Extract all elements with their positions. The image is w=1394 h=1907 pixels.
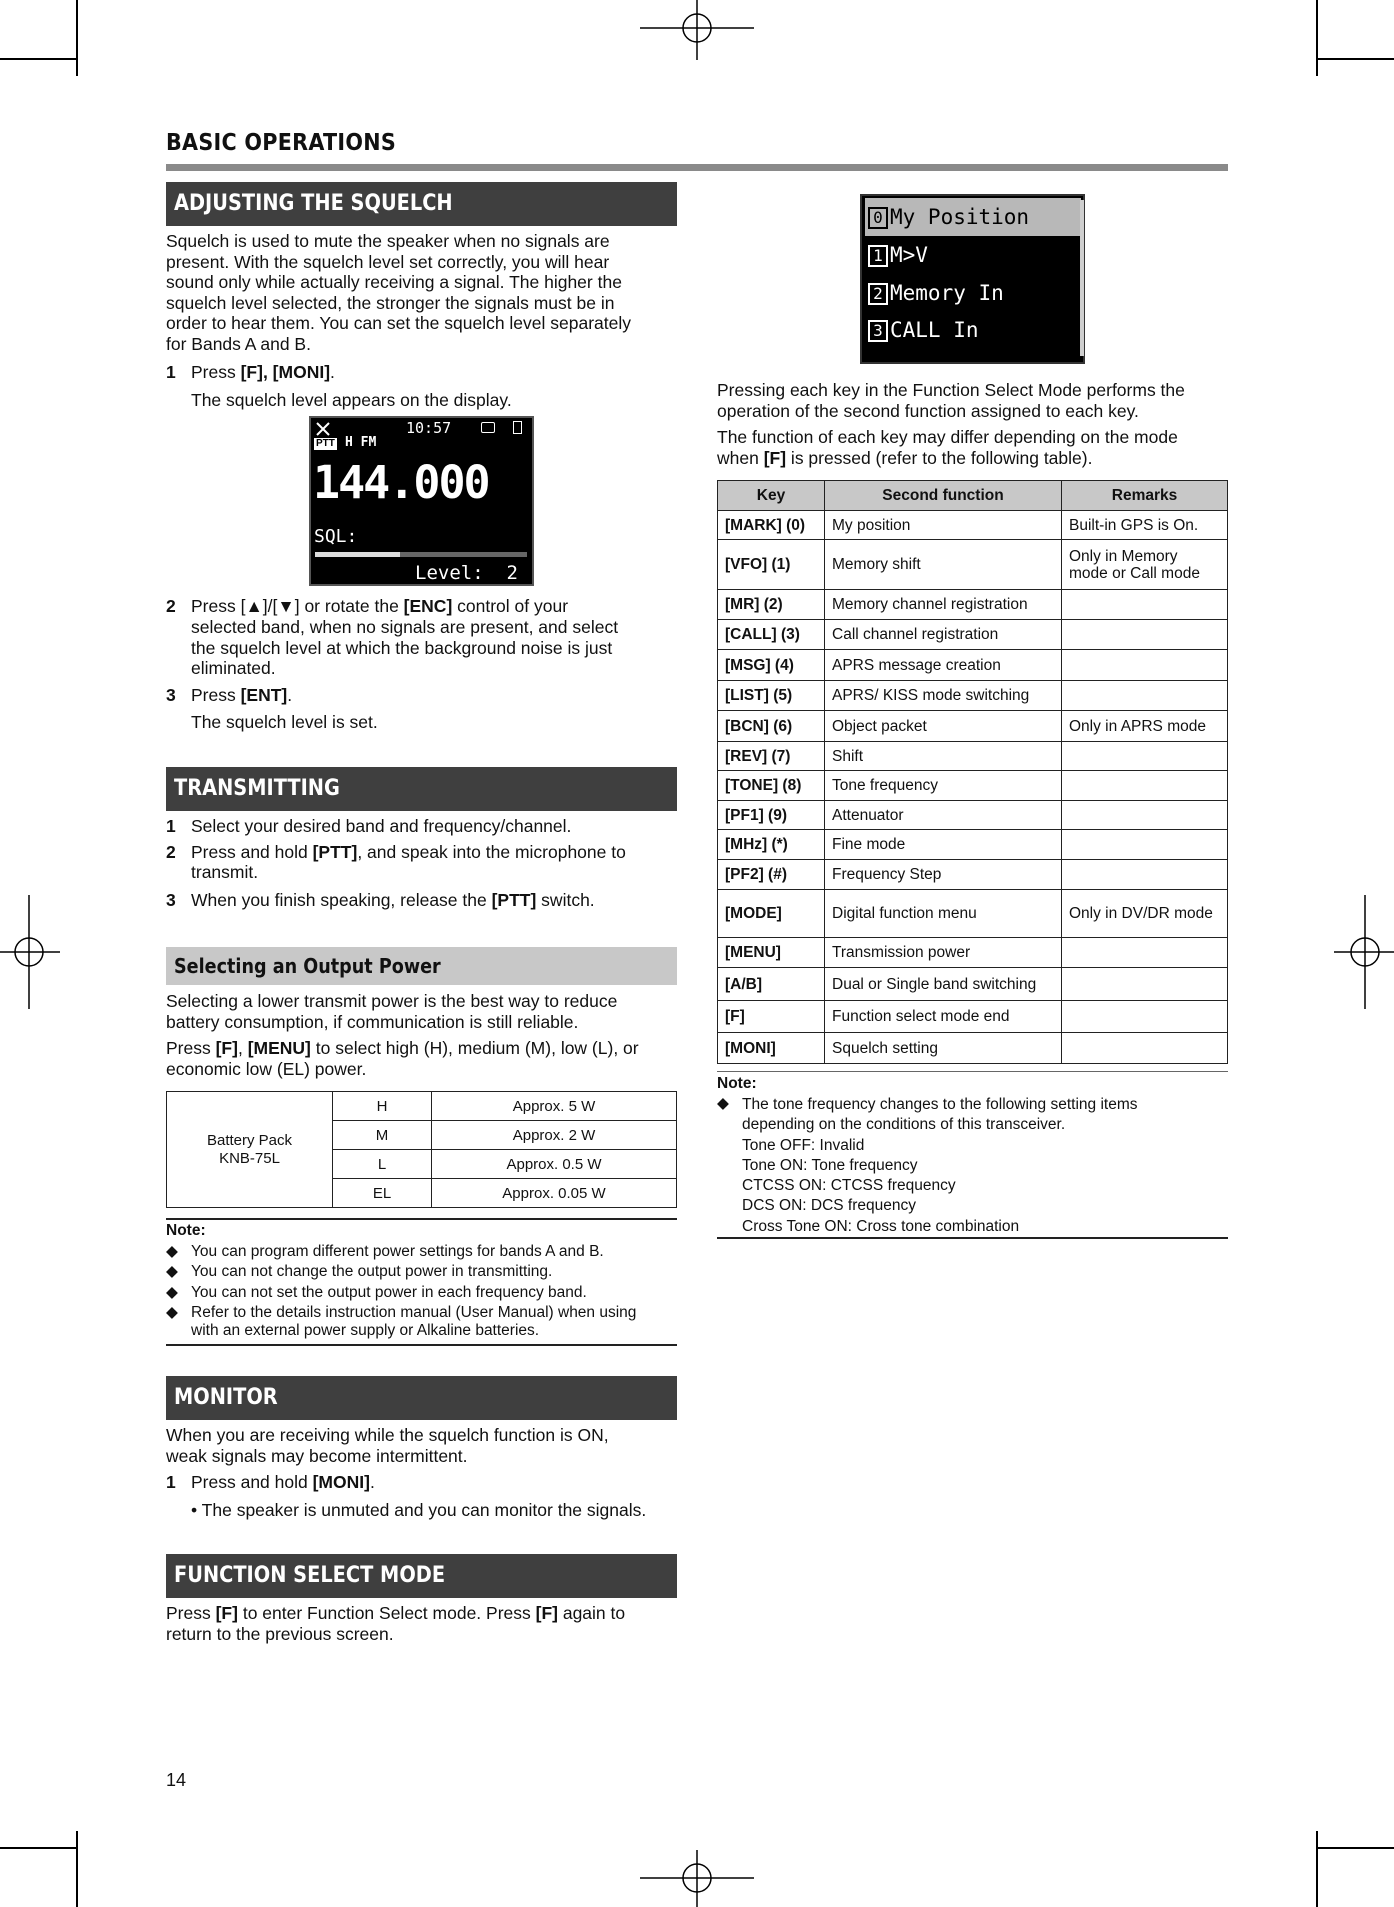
table-row (718, 681, 1228, 711)
column-header-key: Key (718, 481, 825, 511)
menu-item: 2 Memory In (868, 276, 1004, 310)
diamond-bullet-icon: ◆ (166, 1263, 178, 1280)
power-value: Approx. 5 W (432, 1092, 677, 1121)
note-item: ◆ The tone frequency changes to the following setting items depending on the conditions of this transceiver. Tone OFF: Invalid Tone ON: Tone frequency CTCSS ON: CTCSS frequency DCS ON: DCS frequency Cross Tone ON: Cross tone combination (717, 1095, 1138, 1235)
note-divider (717, 1237, 1228, 1239)
transmit-step-2-cont: transmit. (191, 862, 259, 882)
function-cell: Shift (825, 742, 1062, 771)
crop-mark (1318, 58, 1394, 60)
battery-icon (513, 421, 522, 434)
registration-target-icon (640, 0, 754, 60)
menu-item: 0 My Position (868, 200, 1029, 234)
crop-mark (0, 58, 76, 60)
battery-pack-cell: Battery Pack KNB-75L (167, 1092, 333, 1208)
function-cell: Memory shift (825, 540, 1062, 590)
title-rule (166, 164, 1228, 171)
monitor-step-1: 1 Press and hold [MONI]. (166, 1472, 375, 1492)
second-function-table (717, 480, 1228, 1064)
remarks-cell: Only in APRS mode (1062, 711, 1228, 742)
crop-mark (0, 1847, 76, 1849)
function-cell: Dual or Single band switching (825, 968, 1062, 1001)
squelch-lcd-display (309, 416, 534, 586)
table-row (718, 830, 1228, 860)
function-cell: My position (825, 511, 1062, 540)
key-cell: [PF1] (9) (718, 801, 825, 830)
power-value: Approx. 2 W (432, 1121, 677, 1150)
table-row (718, 511, 1228, 540)
table-row (718, 1033, 1228, 1064)
monitor-step-1-result: • The speaker is unmuted and you can monitor the signals. (191, 1500, 647, 1520)
section-header-monitor: MONITOR (166, 1376, 677, 1420)
squelch-step-1-result: The squelch level appears on the display. (191, 390, 512, 410)
function-cell: Fine mode (825, 830, 1062, 860)
remarks-cell (1062, 650, 1228, 681)
lcd-mode: H FM (345, 435, 377, 450)
note-item: ◆ You can not change the output power in transmitting. (166, 1263, 553, 1280)
function-select-lcd (860, 194, 1085, 364)
power-value: Approx. 0.5 W (432, 1150, 677, 1179)
function-cell: APRS/ KISS mode switching (825, 681, 1062, 711)
power-level: L (333, 1150, 432, 1179)
key-cell: [MENU] (718, 938, 825, 968)
crop-mark (1316, 0, 1318, 76)
key-cell: [MSG] (4) (718, 650, 825, 681)
key-cell: [MHz] (*) (718, 830, 825, 860)
function-select-intro: Press [F] to enter Function Select mode. Press [F] again to return to the previous screen. (166, 1603, 626, 1644)
remarks-cell (1062, 938, 1228, 968)
note-label: Note: (717, 1075, 757, 1092)
antenna-icon (316, 422, 330, 436)
power-value: Approx. 0.05 W (432, 1179, 677, 1208)
squelch-step-3: 3 Press [ENT]. (166, 685, 293, 705)
ptt-badge: PTT (316, 438, 335, 449)
table-row (718, 1001, 1228, 1033)
power-level: H (333, 1092, 432, 1121)
table-header-row (718, 481, 1228, 511)
page-title: BASIC OPERATIONS (166, 130, 397, 156)
output-power-intro: Selecting a lower transmit power is the best way to reduce battery consumption, if communication is still reliable. (166, 991, 618, 1032)
crop-mark (76, 1831, 78, 1907)
registration-target-icon (1334, 895, 1394, 1009)
key-cell: [MARK] (0) (718, 511, 825, 540)
lcd-level: Level: 2 (415, 562, 518, 584)
remarks-cell: Only in DV/DR mode (1062, 890, 1228, 938)
key-cell: [A/B] (718, 968, 825, 1001)
squelch-intro: Squelch is used to mute the speaker when no signals are present. With the squelch level set correctly, you will hear sound only while actually receiving a signal. The higher the squelch level selected, the stronger the signals must be in order to hear them. You can set the squelch level separately for Bands A and B. (166, 231, 632, 354)
menu-item: 3 CALL In (868, 313, 979, 347)
note-divider (166, 1218, 677, 1220)
table-row (718, 938, 1228, 968)
output-power-instruction: Press [F], [MENU] to select high (H), medium (M), low (L), or economic low (EL) power. (166, 1038, 639, 1079)
table-row (718, 711, 1228, 742)
function-cell: Function select mode end (825, 1001, 1062, 1033)
function-cell: Attenuator (825, 801, 1062, 830)
remarks-cell (1062, 620, 1228, 650)
diamond-bullet-icon: ◆ (166, 1304, 178, 1321)
table-row (718, 801, 1228, 830)
function-cell: Object packet (825, 711, 1062, 742)
function-cell: Transmission power (825, 938, 1062, 968)
diamond-bullet-icon: ◆ (717, 1095, 729, 1112)
note-item: ◆ Refer to the details instruction manual (User Manual) when using with an external power supply or Alkaline batteries. (166, 1304, 637, 1339)
key-cell: [CALL] (3) (718, 620, 825, 650)
lcd-time: 10:57 (406, 419, 452, 437)
remarks-cell (1062, 1033, 1228, 1064)
squelch-step-3-result: The squelch level is set. (191, 712, 378, 732)
remarks-cell (1062, 681, 1228, 711)
squelch-step-2: 2 Press [▲]/[▼] or rotate the [ENC] control of your (166, 596, 569, 616)
registration-target-icon (640, 1850, 754, 1907)
registration-target-icon (0, 895, 60, 1009)
key-cell: [MODE] (718, 890, 825, 938)
table-row (718, 590, 1228, 620)
key-cell: [F] (718, 1001, 825, 1033)
table-row (718, 650, 1228, 681)
sd-card-icon (481, 422, 495, 433)
table-row (718, 540, 1228, 590)
transmit-step-2: 2 Press and hold [PTT], and speak into the microphone to (166, 842, 626, 862)
column-header-second-function: Second function (825, 481, 1062, 511)
crop-mark (1316, 1831, 1318, 1907)
remarks-cell: Only in Memory mode or Call mode (1062, 540, 1228, 590)
section-header-squelch: ADJUSTING THE SQUELCH (166, 182, 677, 226)
function-cell: Frequency Step (825, 860, 1062, 890)
remarks-cell: Built-in GPS is On. (1062, 511, 1228, 540)
remarks-cell (1062, 801, 1228, 830)
key-cell: [VFO] (1) (718, 540, 825, 590)
section-header-function-select: FUNCTION SELECT MODE (166, 1554, 677, 1598)
function-cell: Tone frequency (825, 771, 1062, 801)
table-row (167, 1092, 677, 1121)
remarks-cell (1062, 1001, 1228, 1033)
power-level: M (333, 1121, 432, 1150)
transmit-step-3: 3 When you finish speaking, release the [PTT] switch. (166, 890, 595, 910)
remarks-cell (1062, 968, 1228, 1001)
function-select-desc-1: Pressing each key in the Function Select Mode performs the operation of the second function assigned to each key. (717, 380, 1185, 421)
subsection-header-output-power: Selecting an Output Power (166, 947, 677, 985)
output-power-table (166, 1091, 677, 1208)
remarks-cell (1062, 830, 1228, 860)
squelch-step-1: 1 Press [F], [MONI]. (166, 362, 335, 382)
function-cell: Squelch setting (825, 1033, 1062, 1064)
remarks-cell (1062, 860, 1228, 890)
section-header-transmitting: TRANSMITTING (166, 767, 677, 811)
table-row (718, 890, 1228, 938)
function-cell: Call channel registration (825, 620, 1062, 650)
transmit-step-1: 1 Select your desired band and frequency/channel. (166, 816, 572, 836)
table-row (718, 968, 1228, 1001)
down-arrow-icon: ▼ (277, 596, 295, 616)
function-select-desc-2: The function of each key may differ depending on the mode when [F] is pressed (refer to the following table). (717, 427, 1178, 468)
key-cell: [LIST] (5) (718, 681, 825, 711)
diamond-bullet-icon: ◆ (166, 1284, 178, 1301)
note-label: Note: (166, 1222, 206, 1239)
squelch-bar (315, 552, 527, 557)
function-cell: Digital function menu (825, 890, 1062, 938)
diamond-bullet-icon: ◆ (166, 1243, 178, 1260)
function-cell: Memory channel registration (825, 590, 1062, 620)
monitor-intro: When you are receiving while the squelch function is ON, weak signals may become intermittent. (166, 1425, 609, 1466)
table-row (718, 742, 1228, 771)
crop-mark (1318, 1847, 1394, 1849)
note-item: ◆ You can program different power settings for bands A and B. (166, 1243, 604, 1260)
note-divider (166, 1344, 677, 1346)
lcd-sql-label: SQL: (314, 526, 358, 547)
table-row (718, 771, 1228, 801)
remarks-cell (1062, 590, 1228, 620)
table-row (718, 860, 1228, 890)
key-cell: [REV] (7) (718, 742, 825, 771)
remarks-cell (1062, 771, 1228, 801)
squelch-step-2-cont: selected band, when no signals are present, and select the squelch level at which the background noise is just eliminated. (191, 617, 619, 678)
lcd-frequency: 144.000 (313, 456, 489, 509)
key-cell: [MR] (2) (718, 590, 825, 620)
key-cell: [TONE] (8) (718, 771, 825, 801)
page-number: 14 (166, 1770, 187, 1790)
remarks-cell (1062, 742, 1228, 771)
function-cell: APRS message creation (825, 650, 1062, 681)
key-cell: [BCN] (6) (718, 711, 825, 742)
up-arrow-icon: ▲ (245, 596, 263, 616)
key-cell: [MONI] (718, 1033, 825, 1064)
power-level: EL (333, 1179, 432, 1208)
column-header-remarks: Remarks (1062, 481, 1228, 511)
crop-mark (76, 0, 78, 76)
menu-item: 1 M>V (868, 238, 928, 272)
note-item: ◆ You can not set the output power in each frequency band. (166, 1284, 587, 1301)
key-cell: [PF2] (#) (718, 860, 825, 890)
table-row (718, 620, 1228, 650)
note-divider (717, 1071, 1228, 1072)
menu-scrollbar (1080, 200, 1084, 356)
